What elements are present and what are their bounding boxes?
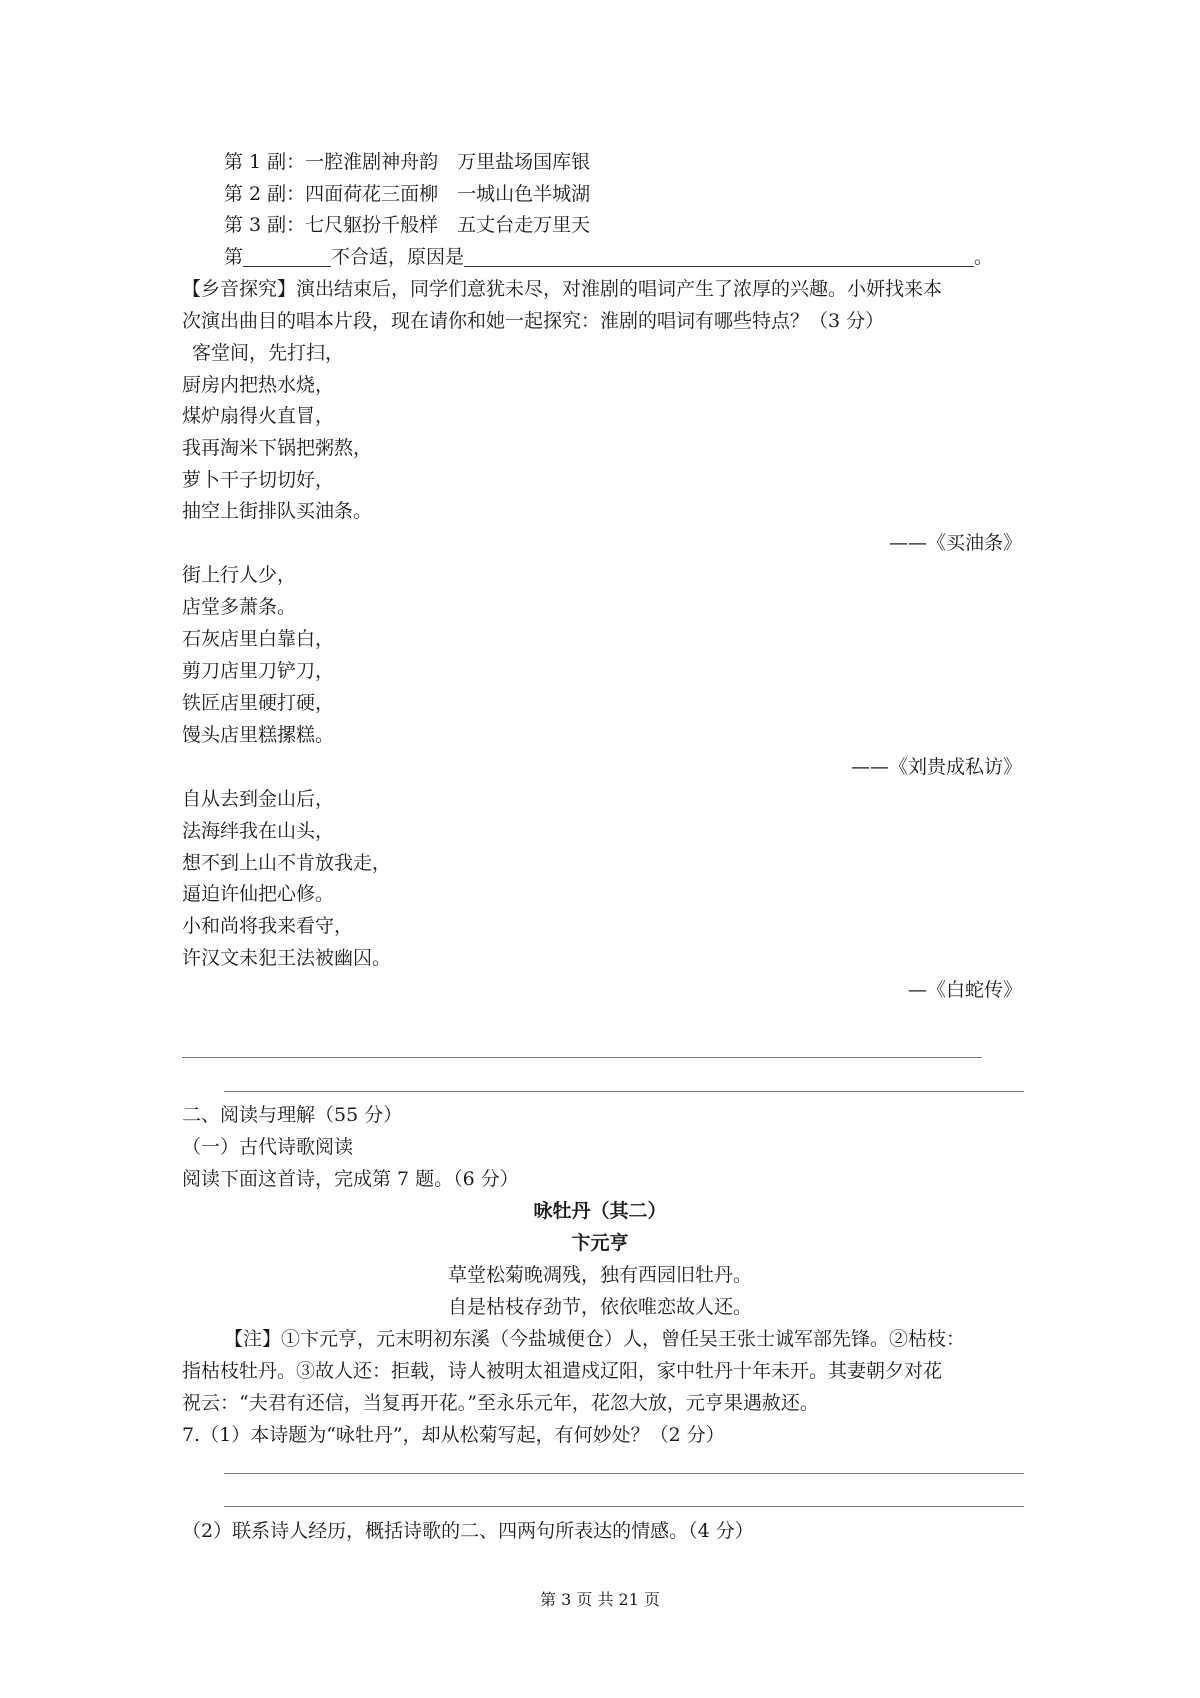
answer-line[interactable] xyxy=(224,1473,1024,1474)
poem-line: 草堂松菊晚凋残，独有西园旧牡丹。 xyxy=(447,1264,752,1286)
lyric3-line: 逼迫许仙把心修。 xyxy=(182,883,335,905)
lyric1-source: ——《买油条》 xyxy=(888,532,1022,554)
lyric2-source: ——《刘贵成私访》 xyxy=(850,756,1022,778)
lyric1-line: 抽空上街排队买油条。 xyxy=(182,500,373,522)
answer-mid: 不合适，原因是 xyxy=(331,246,465,268)
lyric2-line: 铁匠店里硬打硬， xyxy=(182,692,335,714)
lyric2-line: 石灰店里白靠白， xyxy=(182,628,335,650)
section-heading: 二、阅读与理解（55 分） xyxy=(182,1104,403,1126)
note-line: 祝云：“夫君有还信，当复再开花。”至永乐元年，花忽大放，元亨果遇赦还。 xyxy=(182,1392,819,1414)
lyric3-line: 想不到上山不肯放我走， xyxy=(182,852,392,874)
question-7-part-1: 7.（1）本诗题为“咏牡丹”，却从松菊写起，有何妙处？（2 分） xyxy=(182,1424,725,1446)
poem-line: 自是枯枝存劲节，依依唯恋故人还。 xyxy=(447,1296,752,1318)
question-7-part-2: （2）联系诗人经历，概括诗歌的二、四两句所表达的情感。（4 分） xyxy=(182,1520,754,1542)
explore-line-2: 次演出曲目的唱本片段，现在请你和她一起探究：淮剧的唱词有哪些特点？（3 分） xyxy=(182,310,885,332)
lyric1-line: 煤炉扇得火直冒， xyxy=(182,405,335,427)
lyric1-line: 厨房内把热水烧， xyxy=(182,374,335,396)
answer-end: 。 xyxy=(974,246,994,268)
couplet-answer-line xyxy=(224,248,993,267)
lyric3-line: 许汉文未犯王法被幽囚。 xyxy=(182,947,392,969)
lyric2-line: 街上行人少， xyxy=(182,564,297,586)
poem-title: 咏牡丹（其二） xyxy=(533,1200,667,1222)
lyric2-line: 店堂多萧条。 xyxy=(182,596,297,618)
lyric3-line: 法海绊我在山头， xyxy=(182,820,335,842)
answer-line[interactable] xyxy=(224,1506,1024,1507)
couplet-3: 第 3 副：七尺躯扮千般样 五丈台走万里天 xyxy=(224,214,591,236)
lyric1-line: 萝卜干子切切好， xyxy=(182,469,335,491)
lyric2-line: 馒头店里糕摞糕。 xyxy=(182,724,335,746)
lyric3-line: 自从去到金山后， xyxy=(182,788,335,810)
lyric1-line: 我再淘米下锅把粥熬， xyxy=(182,437,373,459)
couplet-number-blank[interactable] xyxy=(243,248,331,267)
poem-author: 卞元亨 xyxy=(571,1232,629,1254)
reason-blank[interactable] xyxy=(464,248,974,267)
lyric1-line: 客堂间，先打扫， xyxy=(192,342,345,364)
couplet-1: 第 1 副：一腔淮剧神舟韵 万里盐场国库银 xyxy=(224,151,591,173)
answer-prefix: 第 xyxy=(224,246,244,268)
answer-line[interactable] xyxy=(182,1057,982,1058)
note-line: 指枯枝牡丹。③故人还：拒载，诗人被明太祖遣戍辽阳，家中牡丹十年未开。其妻朝夕对花 xyxy=(182,1360,943,1382)
instruction: 阅读下面这首诗，完成第 7 题。（6 分） xyxy=(182,1168,519,1190)
page-footer: 第 3 页 共 21 页 xyxy=(540,1590,660,1609)
note-line: 【注】①卞元亨，元末明初东溪（今盐城便仓）人，曾任吴王张士诚军部先锋。②枯枝： xyxy=(224,1328,966,1350)
subsection-heading: （一）古代诗歌阅读 xyxy=(182,1136,354,1158)
couplet-2: 第 2 副：四面荷花三面柳 一城山色半城湖 xyxy=(224,183,591,205)
lyric2-line: 剪刀店里刀铲刀， xyxy=(182,660,335,682)
lyric3-source: —《白蛇传》 xyxy=(907,979,1022,1001)
answer-line[interactable] xyxy=(224,1091,1024,1092)
lyric3-line: 小和尚将我来看守， xyxy=(182,915,354,937)
explore-line-1: 【乡音探究】演出结束后，同学们意犹未尽，对淮剧的唱词产生了浓厚的兴趣。小妍找来本 xyxy=(182,278,943,300)
